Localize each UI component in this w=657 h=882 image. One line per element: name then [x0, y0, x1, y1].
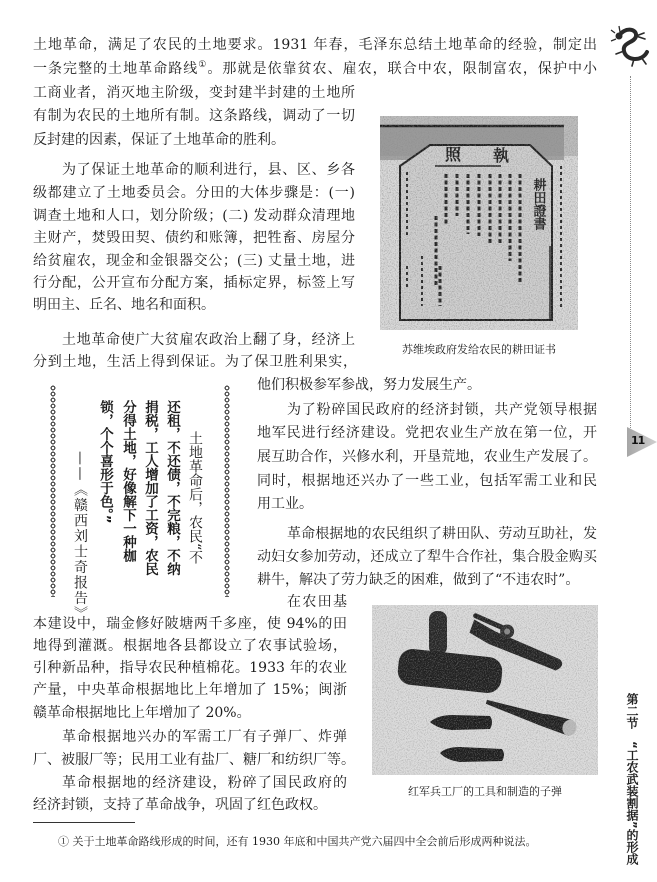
- text-line: 反封建的因素，保证了土地革命的胜利。: [33, 132, 285, 148]
- footnote: [58, 835, 536, 849]
- text-line: 为了保证土地革命的顺利进行，县、区、乡各: [62, 162, 355, 178]
- quote-column: 还租，不还债，不完粮，不纳: [164, 400, 180, 576]
- arsenal-tools-photo: [372, 605, 598, 775]
- text-line: 同时，根据地还兴办了一些工业，包括军需工业和民: [257, 473, 597, 489]
- figure-caption: 苏维埃政府发给农民的耕田证书: [402, 343, 556, 356]
- text-line: 在农田基: [287, 594, 347, 610]
- quote-column: 分得土地，好像解下一种枷: [120, 400, 136, 562]
- text-line: 用工业。: [257, 496, 313, 512]
- page-number-tab: [624, 426, 657, 458]
- text-line: 行分配，公开宣布分配方案，插标定界，标签上写: [33, 275, 355, 291]
- text-line: 展互助合作，兴修水利，开垦荒地，农业生产发展了。: [257, 449, 597, 465]
- text-line: 革命根据地兴办的军需工厂有子弹厂、炸弹: [62, 729, 347, 745]
- footnote-marker: ①: [58, 835, 69, 848]
- text-line: 厂、被服厂等；民用工业有盐厂、糖厂和纺织厂等。: [33, 752, 355, 768]
- text-line: 给贫雇农，现金和金银器交公；(三) 丈量土地，进: [33, 253, 355, 269]
- dragon-ornament-icon: [610, 24, 654, 70]
- text-fragment: 。那就是依靠贫农、雇农，联合中农，限制富农，保护中小: [207, 61, 597, 77]
- text-line: [33, 59, 597, 79]
- footnote-text: 关于土地革命路线形成的时间，还有 1930 年底和中国共产党六届四中全会前后形成两种说法。: [72, 835, 537, 848]
- text-line: 土地革命，满足了农民的土地要求。1931 年春，毛泽东总结土地革命的经验，制定出: [33, 37, 597, 53]
- ornament-border-right: [224, 385, 230, 597]
- text-line: 土地革命使广大贫雇农政治上翻了身，经济上: [62, 332, 355, 348]
- text-line: 地得到灌溉。根据地各县都设立了农事试验场，: [33, 638, 347, 654]
- section-title: “工农武装割据”的形成: [625, 741, 639, 865]
- text-line: 明田主、丘名、地名和面积。: [33, 297, 215, 313]
- text-line: 主财产，焚毁田契、债约和账簿，把牲畜、房屋分: [33, 230, 355, 246]
- text-line: 动妇女参加劳动，还成立了犁牛合作社，集合股金购买: [257, 549, 597, 565]
- text-line: 革命根据地的经济建设，粉碎了国民政府的: [62, 775, 347, 791]
- text-line: 经济封锁，支持了革命战争，巩固了红色政权。: [33, 797, 327, 813]
- text-line: 调查土地和人口，划分阶级；(二) 发动群众清理地: [33, 208, 355, 224]
- text-line: 产量，中央革命根据地比上年增加了 15%；闽浙: [33, 682, 347, 698]
- text-line: 级都建立了土地委员会。分田的大体步骤是：(一): [33, 185, 355, 201]
- chapter-side-title: [624, 693, 640, 865]
- quote-source: ——《赣西刘士奇报告》: [72, 451, 88, 622]
- quote-column: 土地革命后，农民“不: [187, 431, 203, 565]
- quote-column: 捐税，工人增加了工资，农民: [142, 400, 158, 576]
- text-line: 工商业者，消灭地主阶级，变封建半封建的土地所: [33, 85, 355, 101]
- margin-dotted-rule: [630, 76, 631, 428]
- text-fragment: 一条完整的土地革命路线: [33, 61, 199, 77]
- text-line: 为了粉碎国民政府的经济封锁，共产党领导根据: [287, 402, 597, 418]
- text-line: 地军民进行经济建设。党把农业生产放在第一位，开: [257, 425, 597, 441]
- figure-caption: 红军兵工厂的工具和制造的子弹: [408, 785, 562, 798]
- text-line: 耕牛，解决了劳力缺乏的困难，做到了“不违农时”。: [257, 572, 580, 588]
- quote-column: 锁，个个喜形于色。”: [97, 400, 113, 524]
- text-line: 有制为农民的土地所有制。这条路线，调动了一切: [33, 108, 355, 124]
- text-line: 引种新品种，指导农民种植棉花。1933 年的农业: [33, 660, 347, 676]
- page-number: 11: [631, 434, 645, 447]
- land-certificate-photo: [380, 116, 578, 330]
- text-line: 他们积极参军参战，努力发展生产。: [257, 377, 481, 393]
- text-line: 革命根据地的农民组织了耕田队、劳动互助社，发: [287, 526, 597, 542]
- text-line: 赣革命根据地比上年增加了 20%。: [33, 705, 251, 721]
- ornament-border-left: [50, 385, 56, 597]
- text-line: 本建设中，瑞金修好陂塘两千多座，使 94%的田: [33, 616, 347, 632]
- text-line: 分到土地，生活上得到保证。为了保卫胜利果实，: [33, 354, 357, 370]
- section-label: 第二节: [625, 693, 639, 729]
- footnote-rule: [33, 822, 135, 823]
- footnote-ref: ①: [198, 60, 208, 70]
